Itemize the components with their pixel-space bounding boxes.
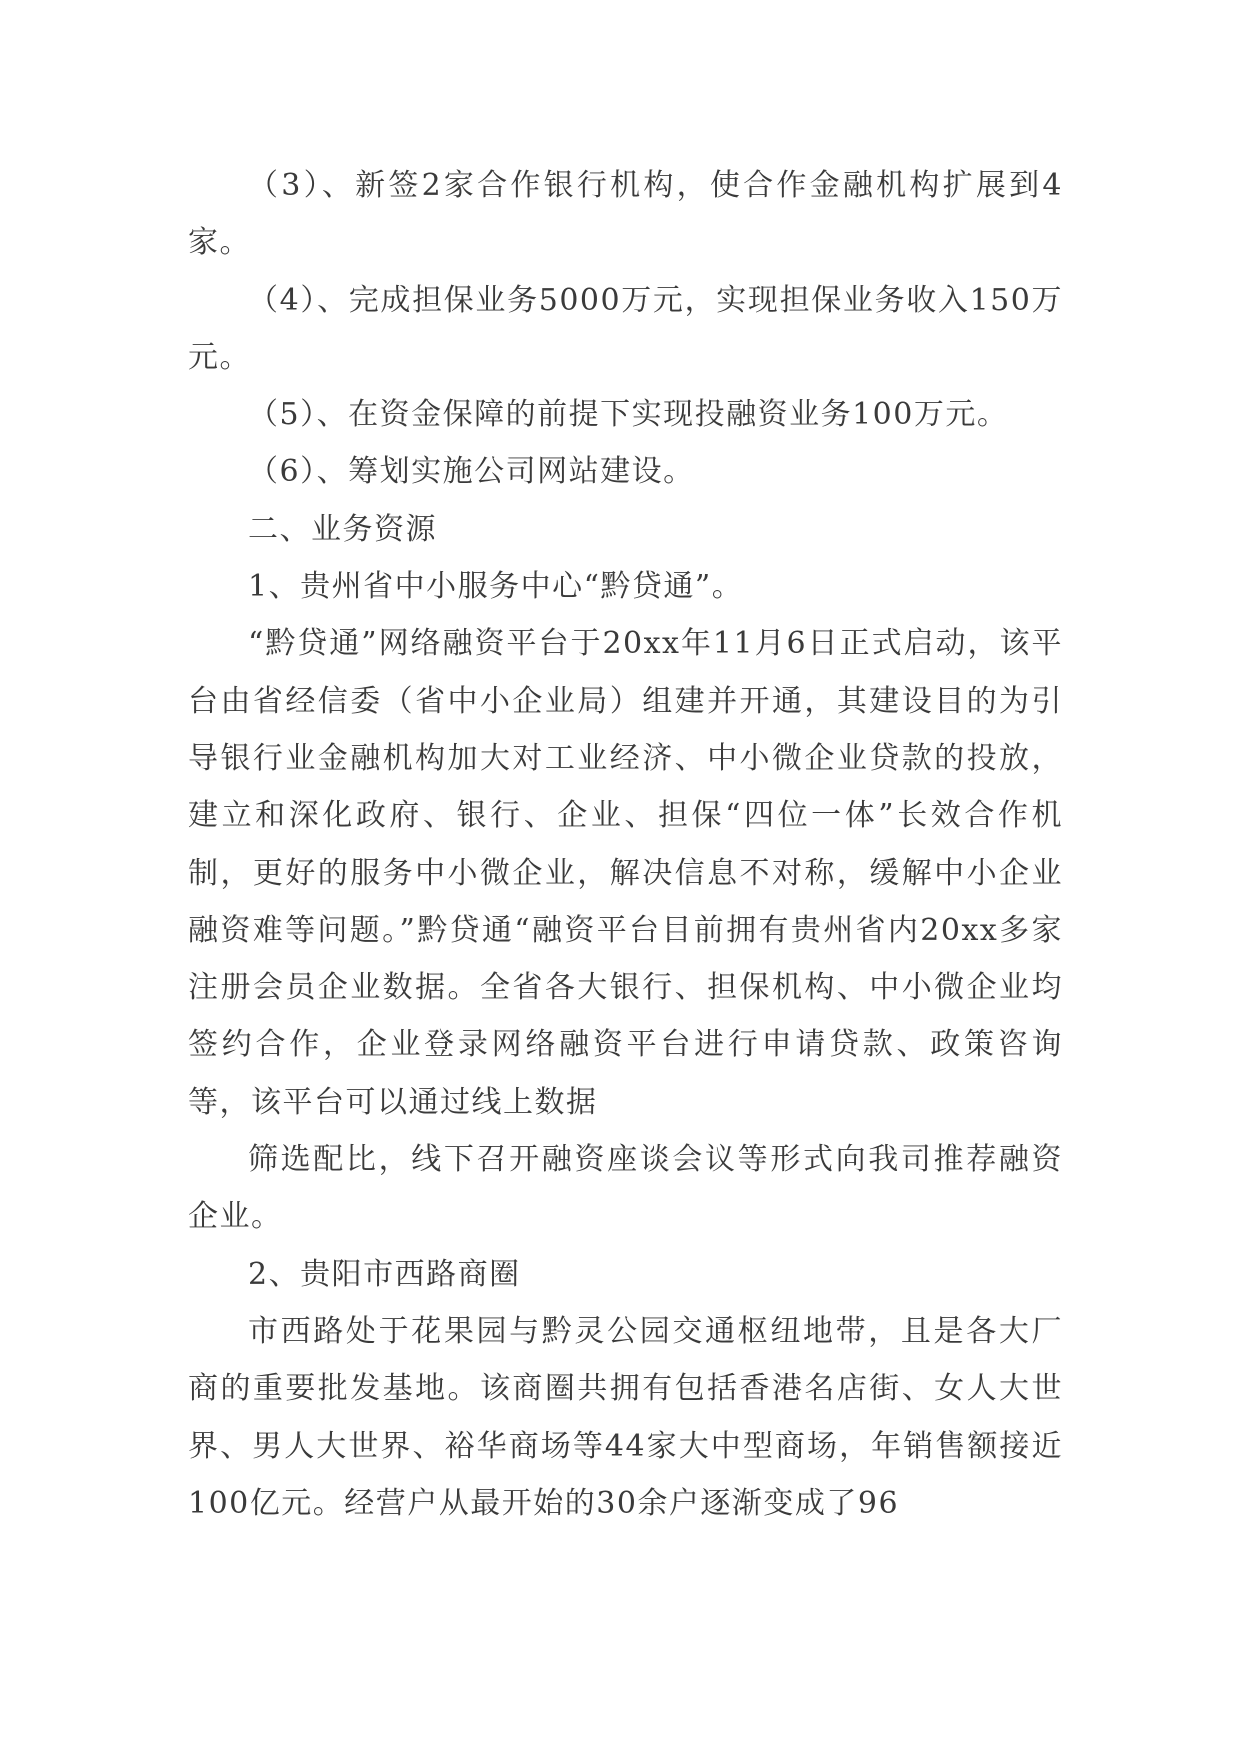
- paragraph-item-5: （5）、在资金保障的前提下实现投融资业务100万元。: [248, 397, 1009, 433]
- section-heading-business-resources: 二、业务资源: [248, 511, 437, 547]
- paragraph-item-3: （3）、新签2家合作银行机构，使合作金融机构扩展到4家。: [188, 168, 1063, 261]
- subheading-shixi-road: 2、贵阳市西路商圈: [248, 1256, 521, 1292]
- paragraph-item-6: （6）、筹划实施公司网站建设。: [248, 454, 695, 490]
- paragraph-qiandaitong-continuation: 筛选配比，线下召开融资座谈会议等形式向我司推荐融资企业。: [188, 1142, 1063, 1235]
- paragraph-item-4: （4）、完成担保业务5000万元，实现担保业务收入150万元。: [188, 282, 1063, 375]
- subheading-qiandaitong: 1、贵州省中小服务中心“黔贷通”。: [248, 569, 744, 605]
- document-body: [188, 157, 1063, 1532]
- paragraph-qiandaitong-description: “黔贷通”网络融资平台于20xx年11月6日正式启动，该平台由省经信委（省中小企业局）组建并开通，其建设目的为引导银行业金融机构加大对工业经济、中小微企业贷款的投放，建立和深化政府、银行、企业、担保“四位一体”长效合作机制，更好的服务中小微企业，解决信息不对称，缓解中小企业融资难等问题。”黔贷通“融资平台目前拥有贵州省内20xx多家注册会员企业数据。全省各大银行、担保机构、中小微企业均签约合作，企业登录网络融资平台进行申请贷款、政策咨询等，该平台可以通过线上数据: [188, 626, 1063, 1120]
- paragraph-shixi-road-description: 市西路处于花果园与黔灵公园交通枢纽地带，且是各大厂商的重要批发基地。该商圈共拥有包括香港名店街、女人大世界、男人大世界、裕华商场等44家大中型商场，年销售额接近100亿元。经营户从最开始的30余户逐渐变成了96: [188, 1313, 1063, 1521]
